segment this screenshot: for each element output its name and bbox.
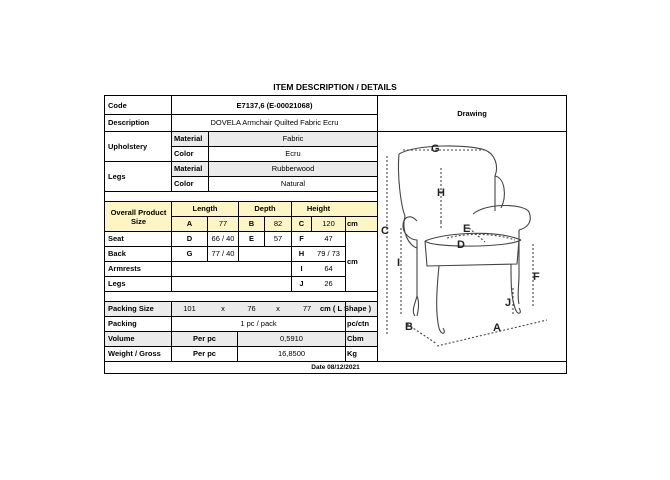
seat-label: Seat [108,234,124,244]
packing-width: 76 [247,304,256,314]
seat-key-1: D [186,234,193,244]
size-value-b: 82 [273,219,283,229]
packing-size-unit: cm ( L Shape ) [320,304,372,314]
seat-value-2: 57 [273,234,283,244]
drawing-header: Drawing [457,109,487,119]
description-value: DOVELA Armchair Quilted Fabric Ecru [210,118,339,128]
legs-info-label: Legs [108,171,126,181]
back-label: Back [108,249,126,259]
weight-per: Per pc [193,349,216,359]
upholstery-label: Upholstery [108,141,148,151]
upholstery-material-label: Material [174,134,203,144]
packing-label: Packing [108,319,137,329]
upholstery-color: Ecru [285,149,301,159]
description-label: Description [108,118,150,128]
size-key-a: A [186,219,193,229]
document-title: ITEM DESCRIPTION / DETAILS [273,82,397,92]
code-value: E7137,6 (E-00021068) [236,100,313,110]
label-i: I [397,257,401,269]
weight-unit: Kg [347,349,357,359]
armrests-value: 64 [324,264,333,274]
size-value-a: 77 [218,219,228,229]
size-unit: cm [347,219,358,229]
label-e: E [463,223,471,235]
height-header: Height [306,204,331,214]
code-label: Code [108,100,127,110]
label-a: A [493,322,501,334]
label-c: C [381,225,389,237]
back-value-1: 77 / 40 [211,249,235,259]
weight-label: Weight / Gross [108,349,161,359]
overall-size-line2: Size [130,217,146,226]
seat-value-3: 47 [324,234,333,244]
armchair-drawing [377,136,566,361]
volume-value: 0,5910 [280,334,303,344]
packing-size-label: Packing Size [108,304,154,314]
packing-unit: pc/ctn [347,319,370,329]
size-value-c: 120 [322,219,335,229]
upholstery-color-label: Color [174,149,194,159]
seat-key-3: F [299,234,304,244]
packing-length: 101 [183,304,196,314]
label-g: G [431,143,440,155]
label-b: B [405,321,413,333]
weight-value: 16,8500 [277,349,306,359]
packing-x2: x [276,304,280,314]
back-value-3: 79 / 73 [317,249,340,259]
label-d: D [457,239,465,251]
size-key-c: C [298,219,305,229]
legs-material: Rubberwood [271,164,315,174]
overall-size-line1: Overall Product [110,207,167,217]
seat-key-2: E [248,234,254,244]
legs-color: Natural [280,179,306,189]
packing-x1: x [221,304,225,314]
back-key-1: G [186,249,193,259]
back-key-3: H [298,249,305,259]
armrests-label: Armrests [108,264,141,274]
length-header: Length [192,204,218,214]
legs-key: J [299,279,304,289]
legs-material-label: Material [174,164,203,174]
armrests-key: I [300,264,303,274]
packing-height: 77 [302,304,312,314]
volume-label: Volume [108,334,135,344]
label-h: H [437,187,445,199]
overall-size-label [105,202,172,232]
rows-unit: cm [347,256,358,266]
seat-value-1: 66 / 40 [211,234,235,244]
date: Date 08/12/2021 [311,363,360,371]
label-j: J [505,297,512,309]
label-f: F [533,271,540,283]
volume-unit: Cbm [347,334,364,344]
size-key-b: B [248,219,255,229]
legs-value: 26 [324,279,333,289]
legs-color-label: Color [174,179,194,189]
depth-header: Depth [254,204,276,214]
volume-per: Per pc [193,334,216,344]
packing-value: 1 pc / pack [240,319,277,329]
upholstery-material: Fabric [282,134,304,144]
legs-row-label: Legs [108,279,126,289]
